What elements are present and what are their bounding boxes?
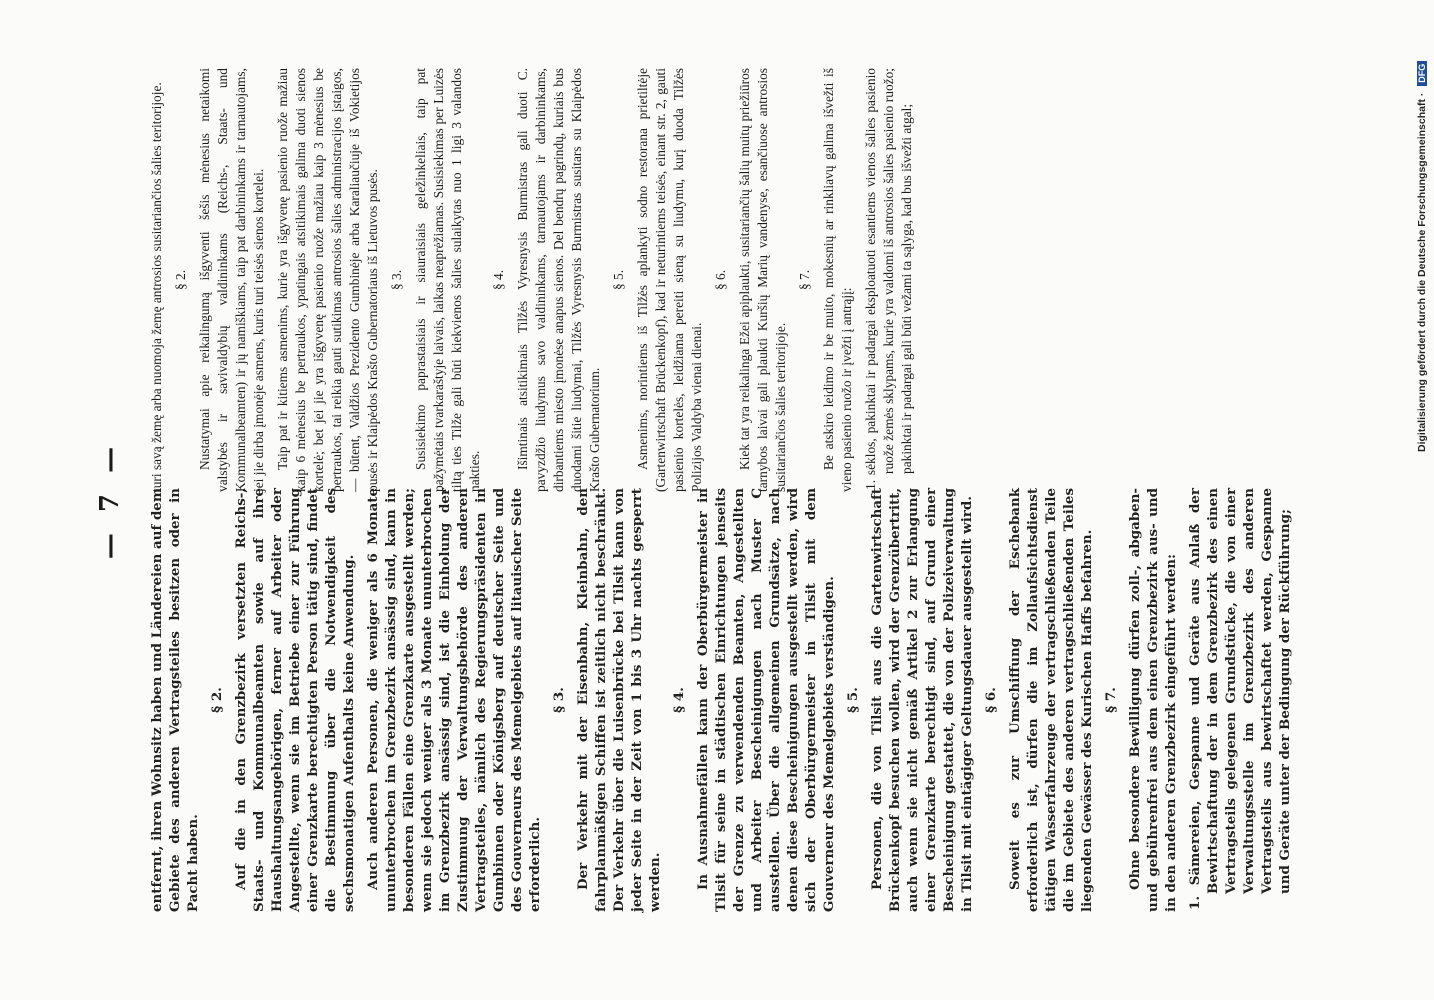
german-column bbox=[148, 488, 1294, 912]
german-section-5-heading: § 5. bbox=[845, 687, 861, 713]
lithuanian-section-6-heading: § 6. bbox=[713, 269, 728, 291]
german-section-2-paragraph-2: Auch anderen Personen, die weniger als 6 Monate ununterbrochen im Grenzbezirk ansässig sind, kann in besonderen Fällen eine Grenzkarte ausgestellt werden; wenn sie jedoch weniger als 3 Monate ununterbrochen im Grenzbezirk ansässig sind, ist die Einholung der Zustimmung der Verwaltungsbehörde des anderen Vertragsteiles, nämlich des Regierungspräsidenten in Gumbinnen oder Königsberg auf deutscher Seite und des Gouverneurs des Memelgebiets auf litauischer Seite erforderlich. bbox=[365, 488, 543, 912]
lithuanian-section-5-heading: § 5. bbox=[611, 269, 626, 291]
lithuanian-section-6-paragraph: Kiek tat yra reikalinga Ežei apiplaukti, susitariančių šalių muitų priežiūros tarnybos laivai gali plaukti Kuršių Marių vandenyse, esančiuose antrosios susitariančios šalies teritorijoje. bbox=[737, 68, 788, 492]
digitization-credit bbox=[1415, 12, 1433, 452]
lithuanian-section-4-paragraph: Išimtinais atsitikimais Tilžės Vyresnysis Burmistras gali duoti C. pavyzdžio liudymus savo valdininkams, tarnautojams ir darbininkams, dirbantiems miesto įmonėse anapus sienos. Del bendrų pagrindų, kuriais bus duodami šitie liudymai, Tilžės Vyresnysis Burmistras susitars su Klaipėdos Krašto Gubernatorium. bbox=[515, 68, 602, 492]
lithuanian-section-3-heading: § 3. bbox=[389, 269, 404, 291]
lithuanian-section-7-paragraph: Be atskiro leidimo ir be muito, mokesnių ar rinkliavų galima išvežti iš vieno pasienio ruožo ir įvežti į antrąjį: bbox=[821, 68, 854, 492]
lithuanian-section-5-paragraph: Asmenims, norintiems iš Tilžės aplankyti sodno restorana prietiltėje (Gartenwirtschaft Brückenkopf), kad ir neturintiems teisės, einant str. 2, gauti pasienio kortelės, leidžiama pereiti sieną su liudymu, kurį duoda Tilžės Polizijos Valdyba vienai dienai. bbox=[635, 68, 704, 492]
lithuanian-intro: turi savą žemę arba nuomoja žemę antrosios susitariančios šalies teritorijoje. bbox=[149, 82, 164, 492]
german-intro: entfernt, ihren Wohnsitz haben und Ländereien auf dem Gebiete des anderen Vertragsteiles besitzen oder in Pacht haben. bbox=[149, 488, 201, 912]
lithuanian-section-7-heading: § 7. bbox=[797, 269, 812, 291]
german-section-3-heading: § 3. bbox=[551, 687, 567, 713]
lithuanian-section-2-paragraph-2: Taip pat ir kitiems asmenims, kurie yra išgyvenę pasienio ruože mažiau kaip 6 mėnesius be pertraukos, ypatingais atsitikimais galima duoti sienos kortelė; bet jei jie yra išgyvenę pasienio ruože mažiau kaip 3 mėnesius be pertraukos, tai reikia gauti sutikimas antrosios šalies administracijos įstaigos, — būtent, Valdžios Prezidento Gumbinėje arba Karaliaučiuje iš Vokietijos pusės ir Klaipėdos Krašto Gubernatoriaus iš Lietuvos pusės. bbox=[275, 68, 380, 492]
german-section-6-heading: § 6. bbox=[983, 687, 999, 713]
lithuanian-section-3-paragraph: Susisiekimo paprastaisiais ir siauraisiais geležinkeliais, taip pat pažymėtais tvarkaraštyje laivais, laikas neaprėžiamas. Susisiekimas per Luizės tiltą ties Tilže gali būti kiekvienos šalies sulaikytas nuo 1 ligi 3 valandos nakties. bbox=[413, 68, 482, 492]
lithuanian-section-2-paragraph-1: Nustatymai apie reikalingumą išgyventi šešis mėnesius netaikomi valstybės ir savivaldybių valdininkams (Reichs-, Staats- und Kommunalbeamten) ir jų namiškiams, taip pat darbininkams ir tarnautojams, jei jie dirba įmonėje asmens, kuris turi teisės sienos kortelei. bbox=[197, 68, 266, 492]
german-section-7-item-1: 1. Sämereien, Gespanne und Geräte aus Anlaß der Bewirtschaftung der in dem Grenzbezirk des einen Vertragsteils gelegenen Grundstücke, die von einer Verwaltungsstelle im Grenzbezirk des anderen Vertragsteils aus bewirtschaftet werden, Gespanne und Geräte unter der Bedingung der Rückführung; bbox=[1187, 488, 1293, 910]
german-section-6-paragraph: Soweit es zur Umschiffung der Eschebank erforderlich ist, dürfen die im Zollaufsichtsdienst tätigen Wasserfahrzeuge der vertragschließenden Teile die im Gebiete des anderen vertragschließenden Teiles liegenden Gewässer des Kurischen Haffs befahren. bbox=[1007, 488, 1095, 912]
lithuanian-section-7-item-1: 1. sėklos, pakinktai ir padargai eksploatuoti esantiems vienos šalies pasienio ruože žemės sklypams, kurie yra valdomi iš antrosios šalies pasienio ruožo; pakinktai ir padargai gali būti vežami ta sąlyga, kad bus išvežti atgal; bbox=[863, 68, 914, 490]
page-number: — 7 — bbox=[95, 440, 125, 560]
german-section-2-paragraph-1: Auf die in den Grenzbezirk versetzten Reichs-, Staats- und Kommunalbeamten sowie auf ihre Haushaltungsangehörigen, ferner auf Arbeiter oder Angestellte, wenn sie im Betriebe einer zur Führung einer Grenzkarte berechtigten Person tätig sind, findet die Bestimmung über die Notwendigkeit des sechsmonatigen Aufenthalts keine Anwendung. bbox=[233, 488, 357, 912]
lithuanian-section-2-heading: § 2. bbox=[173, 269, 188, 291]
german-section-7-paragraph: Ohne besondere Bewilligung dürfen zoll-, abgaben- und gebührenfrei aus dem einen Grenzbezirk aus- und in den anderen Grenzbezirk eingeführt werden: bbox=[1127, 488, 1179, 912]
german-section-7-heading: § 7. bbox=[1103, 687, 1119, 713]
german-section-4-paragraph: In Ausnahmefällen kann der Oberbürgermeister in Tilsit für seine in städtischen Einrichtungen jenseits der Grenze zu verwendenden Beamten, Angestellten und Arbeiter Bescheinigungen nach Muster C ausstellen. Über die allgemeinen Grundsätze, nach denen diese Bescheinigungen ausgestellt werden, wird sich der Oberbürgermeister in Tilsit mit dem Gouverneur des Memelgebiets verständigen. bbox=[695, 488, 837, 912]
credit-text: Digitalisierung gefördert durch die Deutsche Forschungsgemeinschaft · bbox=[1416, 92, 1428, 452]
german-section-4-heading: § 4. bbox=[671, 687, 687, 713]
german-section-3-paragraph: Der Verkehr mit der Eisenbahn, Kleinbahn, den fahrplanmäßigen Schiffen ist zeitlich nicht beschränkt. Der Verkehr über die Luisenbrücke bei Tilsit kann von jeder Seite in der Zeit von 1 bis 3 Uhr nachts gesperrt werden. bbox=[575, 488, 663, 912]
lithuanian-column bbox=[148, 68, 916, 492]
lithuanian-section-4-heading: § 4. bbox=[491, 269, 506, 291]
credit-text-line bbox=[1416, 22, 1428, 452]
dfg-logo: DFG bbox=[1417, 61, 1427, 86]
german-section-5-paragraph: Personen, die von Tilsit aus die Gartenwirtschaft Brückenkopf besuchen wollen, wird der Grenzübertritt, auch wenn sie nicht gemäß Artikel 2 zur Erlangung einer Grenzkarte berechtigt sind, auf Grund einer Bescheinigung gestattet, die von der Polizeiverwaltung in Tilsit mit eintägiger Geltungsdauer ausgestellt wird. bbox=[869, 488, 975, 912]
german-section-2-heading: § 2. bbox=[209, 687, 225, 713]
